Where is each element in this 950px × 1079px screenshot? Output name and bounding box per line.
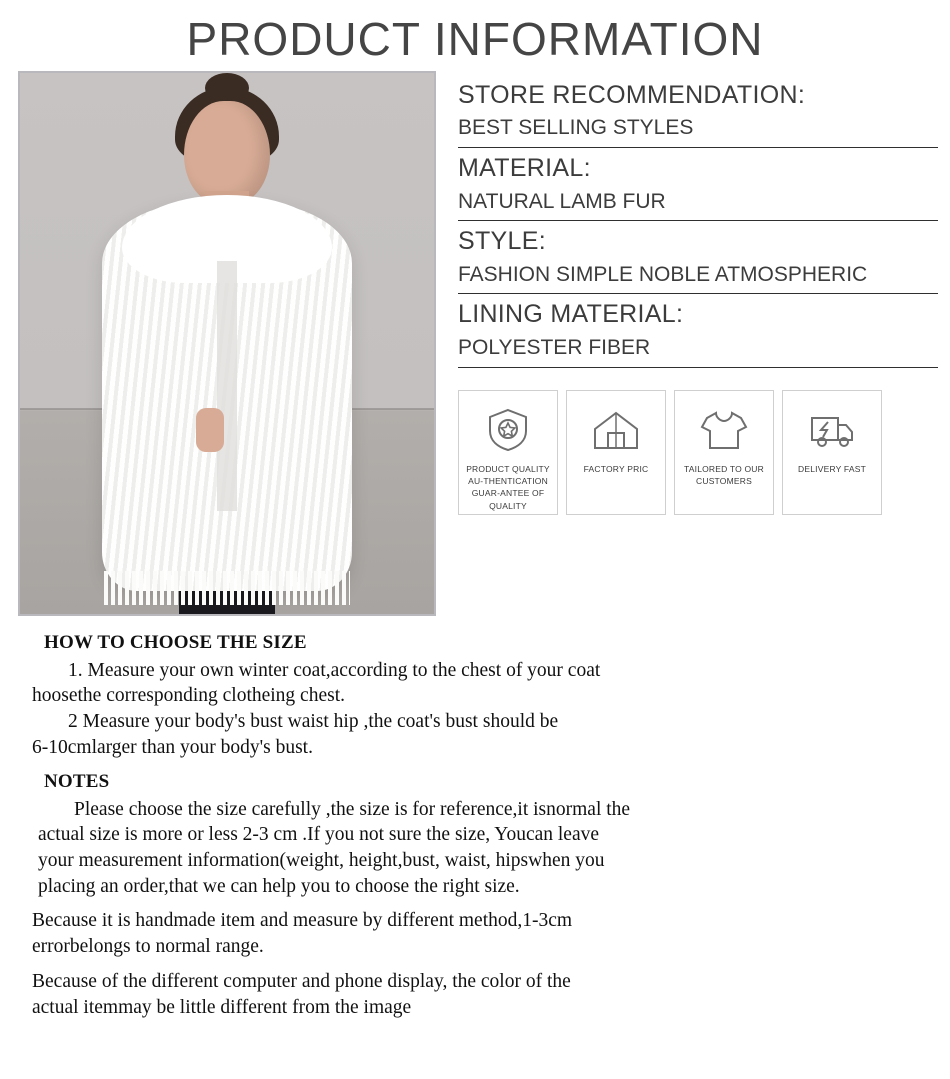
notes-p1-line-3: your measurement information(weight, height,bust, waist, hipswhen you [38, 850, 605, 871]
spec-list [436, 71, 938, 515]
size-guide-heading: HOW TO CHOOSE THE SIZE [44, 631, 307, 653]
notes-block [32, 771, 926, 1021]
size-guide-line-4: 6-10cmlarger than your body's bust. [32, 736, 313, 758]
fur-coat-fringe [104, 571, 350, 605]
size-guide-line-3: 2 Measure your body's bust waist hip ,the coat's bust should be [68, 711, 559, 733]
notes-p2-line-1: Because it is handmade item and measure by different method,1-3cm [32, 910, 573, 932]
model-hand [196, 408, 224, 452]
shield-star-icon [486, 405, 530, 455]
spec-value: FASHION SIMPLE NOBLE ATMOSPHERIC [458, 259, 938, 295]
badge-label: PRODUCT QUALITY AU-THENTICATION GUAR-ANTEE OF QUALITY [466, 463, 550, 511]
spec-item-store-recommendation [458, 79, 938, 148]
notes-heading: NOTES [44, 770, 110, 792]
product-image [18, 71, 436, 616]
badge-tailored [674, 390, 774, 515]
notes-p1-line-1: Please choose the size carefully ,the size is for reference,it isnormal the [74, 798, 631, 820]
spec-label: LINING MATERIAL: [458, 300, 684, 329]
spec-label: STORE RECOMMENDATION: [458, 80, 806, 109]
size-guide-block [32, 632, 926, 761]
notes-p3-line-2: actual itemmay be little different from the image [32, 996, 412, 1018]
spec-item-lining-material [458, 298, 938, 367]
spec-label: MATERIAL: [458, 153, 591, 182]
size-guide-line-1: 1. Measure your own winter coat,according to the chest of your coat [68, 659, 601, 681]
spec-label: STYLE: [458, 227, 546, 256]
notes-p1-line-4: placing an order,that we can help you to choose the right size. [38, 875, 520, 897]
top-section [0, 71, 950, 616]
tshirt-icon [699, 405, 749, 455]
notes-paragraph-1 [32, 797, 926, 900]
fur-coat [102, 201, 352, 591]
notes-paragraph-3 [32, 969, 926, 1020]
spec-item-style [458, 225, 938, 294]
badge-label: FACTORY PRIC [583, 463, 649, 474]
spec-value: NATURAL LAMB FUR [458, 186, 938, 222]
notes-p3-line-1: Because of the different computer and phone display, the color of the [32, 970, 571, 992]
notes-p1-line-2: actual size is more or less 2-3 cm .If you not sure the size, Youcan leave [38, 824, 600, 846]
badge-label: TAILORED TO OUR CUSTOMERS [684, 463, 764, 486]
lower-text-section [0, 616, 950, 1021]
spec-value: POLYESTER FIBER [458, 332, 938, 368]
badge-product-quality [458, 390, 558, 515]
page-title: PRODUCT INFORMATION [186, 13, 764, 65]
spec-value: BEST SELLING STYLES [458, 112, 938, 148]
delivery-fast-icon [808, 405, 856, 455]
size-guide-line-2: hoosethe corresponding clotheing chest. [32, 685, 345, 707]
product-photo-backdrop [20, 73, 434, 614]
notes-paragraph-2 [32, 908, 926, 959]
factory-house-icon [592, 405, 640, 455]
badge-row [458, 390, 938, 515]
model-head [184, 101, 270, 205]
badge-label: DELIVERY FAST [798, 463, 866, 474]
spec-item-material [458, 152, 938, 221]
notes-p2-line-2: errorbelongs to normal range. [32, 936, 264, 958]
badge-factory-price [566, 390, 666, 515]
badge-delivery-fast [782, 390, 882, 515]
